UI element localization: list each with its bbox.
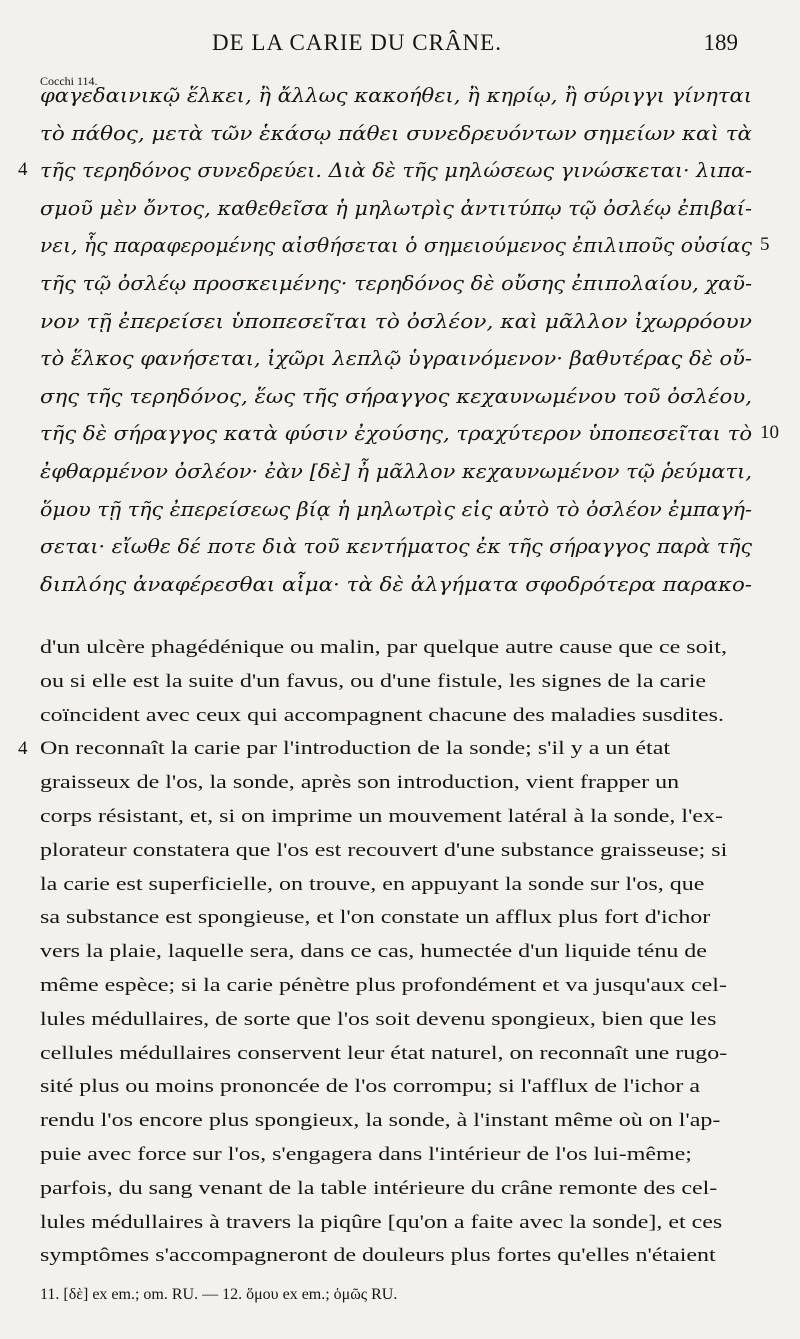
- french-line: rendu l'os encore plus spongieux, la sonde, à l'instant même où on l'ap-: [40, 1110, 721, 1132]
- greek-line: φαγεδαινικῷ ἕλκει, ἢ ἄλλως κακοήθει, ἢ κηρίῳ, ἢ σύριγγι γίνηται: [40, 84, 753, 107]
- footnote: 11. [δὲ] ex em.; om. RU. — 12. ὅμου ex em.; ὁμῶς RU.: [40, 1286, 398, 1303]
- french-line: sa substance est spongieuse, et l'on constate un afflux plus fort d'ichor: [40, 907, 711, 929]
- greek-line: ὅμου τῇ τῆς ἐπερείσεως βίᾳ ἡ μηλωτρὶς εἰς αὐτὸ τὸ ὀσλέον ἐμπαγή-: [40, 497, 752, 521]
- greek-line: διπλόης ἀναφέρεσθαι αἷμα· τὰ δὲ ἀλγήματα σφοδρότερα παρακο-: [40, 572, 752, 596]
- line-number-marker: 5: [760, 234, 770, 256]
- french-line: plorateur constatera que l'os est recouvert d'une substance graisseuse; si: [40, 839, 728, 861]
- french-line: d'un ulcère phagédénique ou malin, par quelque autre cause que ce soit,: [40, 637, 727, 658]
- greek-line: ἐφθαρμένον ὀσλέον· ἐὰν [δὲ] ἦ μᾶλλον κεχαυνωμένον τῷ ῥεύματι,: [40, 460, 753, 483]
- greek-line: σμοῦ μὲν ὄντος, καθεθεῖσα ἡ μηλωτρὶς ἀντιτύπῳ τῷ ὀσλέῳ ἐπιβαί-: [40, 196, 752, 220]
- french-line: puie avec force sur l'os, s'engagera dans l'intérieur de l'os lui-même;: [40, 1144, 692, 1165]
- chapter-title: DE LA CARIE DU CRÂNE.: [212, 30, 502, 55]
- greek-line: νει, ἧς παραφερομένης αἰσθήσεται ὁ σημειούμενος ἐπιλιποῦς οὐσίας: [40, 234, 753, 258]
- greek-line: τὸ πάθος, μετὰ τῶν ἑκάσῳ πάθει συνεδρευόντων σημείων καὶ τὰ: [40, 121, 753, 145]
- greek-line: τῆς δὲ σήραγγος κατὰ φύσιν ἐχούσης, τραχύτερον ὑποπεσεῖται τὸ: [40, 422, 753, 446]
- greek-line: σης τῆς τερηδόνος, ἕως τῆς σήραγγος κεχαυνωμένου τοῦ ὀσλέου,: [40, 384, 752, 408]
- french-line: vers la plaie, laquelle sera, dans ce cas, humectée d'un liquide ténu de: [40, 941, 707, 963]
- french-line: parfois, du sang venant de la table intérieure du crâne remonte des cel-: [40, 1177, 718, 1199]
- greek-line: τῆς τερηδόνος συνεδρεύει. Διὰ δὲ τῆς μηλώσεως γινώσκεται· λιπα-: [40, 159, 753, 183]
- greek-line: τὸ ἕλκος φανήσεται, ἰχῶρι λεπλῷ ὑγραινόμενον· βαθυτέρας δὲ οὔ-: [40, 347, 753, 371]
- greek-line: τῆς τῷ ὀσλέῳ προσκειμένης· τερηδόνος δὲ οὔσης ἐπιπολαίου, χαῦ-: [40, 272, 753, 295]
- french-line: cellules médullaires conservent leur état naturel, on reconnaît une rugo-: [40, 1042, 728, 1064]
- french-line: sité plus ou moins prononcée de l'os corrompu; si l'afflux de l'ichor a: [40, 1076, 700, 1098]
- french-line: graisseux de l'os, la sonde, après son introduction, vient frapper un: [40, 772, 680, 794]
- french-line: coïncident avec ceux qui accompagnent chacune des maladies susdites.: [40, 704, 724, 726]
- french-line: corps résistant, et, si on imprime un mouvement latéral à la sonde, l'ex-: [40, 806, 724, 827]
- page-number: 189: [703, 30, 738, 55]
- line-number-marker: 4: [18, 159, 28, 181]
- french-line: lules médullaires, de sorte que l'os soit devenu spongieux, bien que les: [40, 1008, 717, 1030]
- greek-line: νον τῇ ἐπερείσει ὑποπεσεῖται τὸ ὀσλέον, καὶ μᾶλλον ἰχωρρόουν: [40, 309, 752, 333]
- greek-line: σεται· εἴωθε δέ ποτε διὰ τοῦ κεντήματος ἐκ τῆς σήραγγος παρὰ τῆς: [40, 535, 752, 559]
- side-reference: Cocchi 114.: [40, 74, 98, 88]
- french-line: même espèce; si la carie pénètre plus profondément et va jusqu'aux cel-: [40, 975, 727, 996]
- line-number-marker: 4: [18, 738, 28, 760]
- french-line: la carie est superficielle, on trouve, en appuyant la sonde sur l'os, que: [40, 873, 705, 895]
- running-header: [0, 30, 800, 64]
- french-line: ou si elle est la suite d'un favus, ou d'une fistule, les signes de la carie: [40, 670, 707, 692]
- french-line: symptômes s'accompagneront de douleurs plus fortes qu'elles n'étaient: [40, 1245, 716, 1267]
- french-line: lules médullaires à travers la piqûre [qu'on a faite avec la sonde], et ces: [40, 1211, 723, 1233]
- line-number-marker: 10: [760, 422, 779, 444]
- french-line: On reconnaît la carie par l'introduction de la sonde; s'il y a un état: [40, 738, 671, 760]
